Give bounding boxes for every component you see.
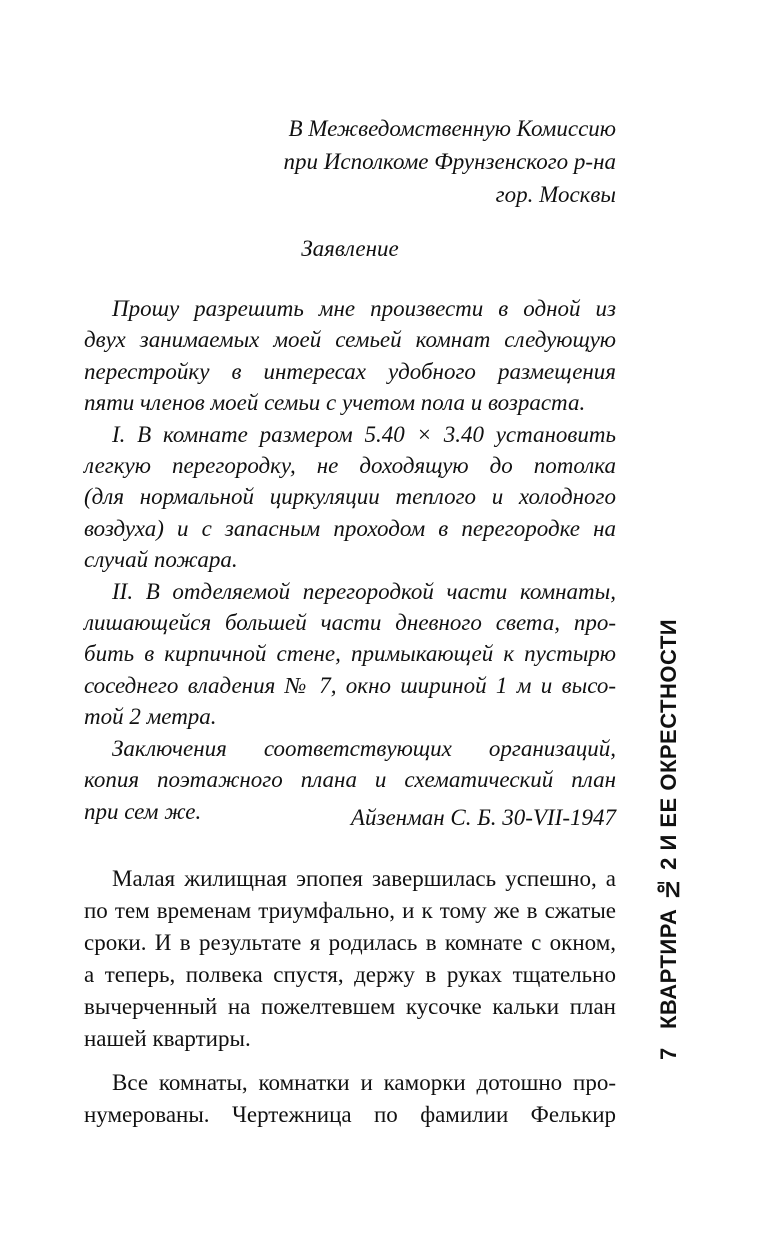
statement-line: случай пожара. [84, 547, 238, 573]
statement-line: лишающейся большей части дневного света, про- [84, 610, 616, 636]
paragraph-gap [84, 1055, 616, 1067]
addressee-line-2: при Исполкоме Фрунзенского р-на [283, 149, 616, 174]
statement-line: легкую перегородку, не доходящую до потолка [84, 453, 616, 479]
statement-line: перестройку в интересах удобного размещения [84, 358, 616, 384]
running-head-title: КВАРТИРА № 2 И ЕЕ ОКРЕСТНОСТИ [656, 619, 681, 1030]
statement-line: бить в кирпичной стене, примыкающей к пустырю [84, 641, 616, 667]
statement-line: воздуха) и с запасным проходом в перегородке на [84, 515, 616, 541]
narrative-line: а теперь, полвека спустя, держу в руках тщательно [84, 962, 616, 987]
statement-body [84, 293, 616, 827]
addressee-block [196, 112, 616, 211]
narrative-line: сроки. И в результате я родилась в комнате с окном, [84, 930, 616, 955]
statement-line: (для нормальной циркуляции теплого и холодного [84, 484, 616, 510]
running-head [646, 619, 692, 1060]
page-number: 7 [656, 1047, 681, 1060]
statement-line: Прошу разрешить мне произвести в одной из [112, 296, 616, 321]
statement-line: пяти членов моей семьи с учетом пола и возраста. [84, 390, 586, 416]
signature-line: Айзенман С. Б. 30-VII-1947 [350, 805, 616, 830]
addressee-line-1: В Межведомственную Комиссию [288, 116, 616, 141]
narrative-body [84, 863, 616, 1131]
statement-line: при сем же. [84, 798, 202, 824]
document-title: Заявление [301, 236, 399, 261]
narrative-line: нумерованы. Чертежница по фамилии Фелькир [84, 1102, 616, 1127]
statement-line: Заключения соответствующих организаций, [112, 735, 616, 761]
addressee-line-3: гор. Москвы [495, 182, 616, 207]
narrative-line: Малая жилищная эпопея завершилась успешно, а [112, 866, 616, 891]
statement-line: двух занимаемых моей семьей комнат следующую [84, 327, 616, 353]
statement-line: копия поэтажного плана и схематический план [84, 767, 616, 793]
narrative-line: по тем временам триумфально, и к тому же в сжатые [84, 898, 616, 923]
narrative-line: нашей квартиры. [84, 1026, 251, 1051]
narrative-line: Все комнаты, комнатки и каморки дотошно про- [112, 1070, 616, 1095]
statement-line: соседнего владения № 7, окно шириной 1 м и высо- [84, 672, 616, 698]
statement-line: II. В отделяемой перегородкой части комнаты, [112, 578, 616, 604]
narrative-line: вычерченный на пожелтевшем кусочке кальки план [84, 994, 616, 1019]
statement-line: I. В комнате размером 5.40 × 3.40 установить [112, 421, 616, 447]
statement-line: той 2 метра. [84, 704, 217, 730]
